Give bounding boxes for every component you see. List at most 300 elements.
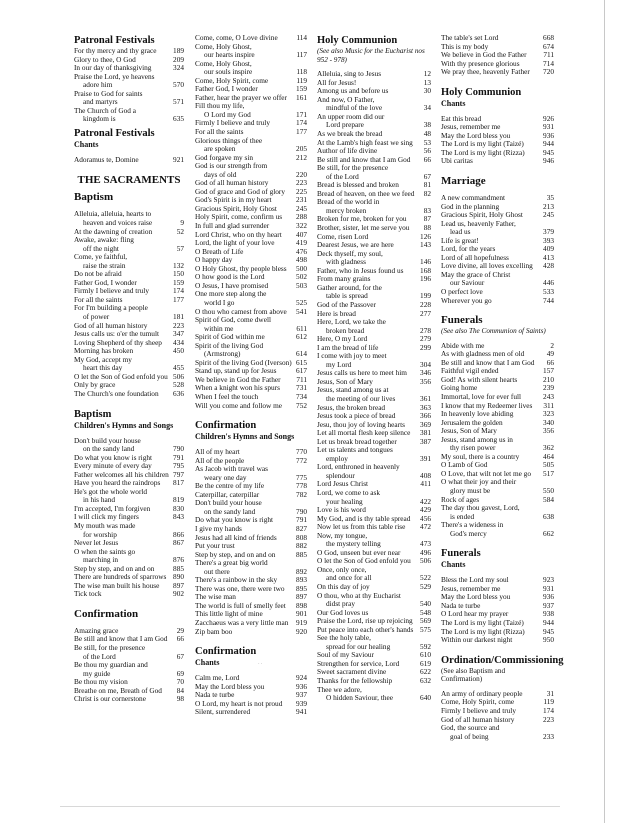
- index-entry: [195, 248, 307, 257]
- section-subheading: Children's Hymns and Songs: [74, 420, 174, 430]
- hymn-title: The day thou gavest, Lord,: [441, 504, 520, 513]
- index-entry: [195, 568, 307, 577]
- hymn-title: Going home: [441, 384, 478, 393]
- hymn-number: 362: [543, 443, 554, 453]
- hymn-number: 228: [420, 299, 431, 309]
- hymn-title: On this day of joy: [317, 583, 370, 591]
- hymn-number: 132: [173, 260, 184, 270]
- hymn-title: With thy presence glorious: [441, 59, 520, 68]
- spacer: [441, 538, 554, 547]
- hymn-number: 381: [420, 428, 431, 438]
- hymn-title: God in the planning: [441, 202, 500, 211]
- hymn-title: Brother, sister, let me serve you: [317, 224, 410, 233]
- hymn-number: 731: [296, 383, 307, 393]
- index-entry: [317, 130, 431, 139]
- index-entry: [195, 499, 307, 508]
- hymn-title: The Lord is my light (Taizé): [441, 619, 524, 628]
- hymn-title: There's a wideness in: [441, 521, 504, 530]
- hymn-number: 936: [543, 130, 554, 140]
- hymn-number: 636: [173, 388, 184, 398]
- hymn-number: 408: [420, 470, 431, 480]
- index-entry: [317, 515, 431, 524]
- spacer: [441, 645, 554, 654]
- hymn-number: 413: [543, 252, 554, 262]
- hymn-title: Bread is blessed and broken: [317, 181, 399, 190]
- index-entry: [74, 156, 184, 165]
- hymn-title: Don't build your house: [74, 436, 141, 445]
- hymn-number: 456: [420, 513, 431, 523]
- index-entry: [195, 491, 307, 500]
- index-entry: [195, 333, 307, 342]
- spacer: [441, 305, 554, 314]
- hymn-title: Step by step, and on and on: [195, 550, 276, 559]
- hymn-title: Father God, I wonder: [195, 85, 258, 94]
- hymn-number: 795: [173, 461, 184, 471]
- hymn-title: As with gladness men of old: [441, 350, 525, 359]
- index-entry: [317, 190, 431, 199]
- hymn-number: 210: [543, 374, 554, 384]
- hymn-title: our souls inspire: [204, 68, 253, 77]
- hymn-title: Be still and know that I am God: [317, 155, 411, 164]
- hymn-number: 49: [546, 349, 554, 359]
- hymn-number: 584: [543, 494, 554, 504]
- index-entry: [317, 104, 431, 113]
- hymn-title: Gracious Spirit, Holy Ghost: [441, 211, 523, 220]
- hymn-title: Alleluia, alleluia, hearts to: [74, 210, 152, 219]
- hymn-title: glory must be: [450, 487, 491, 496]
- hymn-title: Here is bread: [317, 309, 356, 318]
- hymn-title: didst pray: [326, 600, 355, 609]
- index-entry: [317, 378, 431, 387]
- hymn-title: Spirit of God, come dwell: [195, 316, 271, 325]
- hymn-title: God of grace and God of glory: [195, 187, 285, 196]
- hymn-title: There's a rainbow in the sky: [195, 576, 278, 585]
- index-entry: [74, 644, 184, 653]
- index-entry: [441, 585, 554, 594]
- hymn-title: Spirit of the living God (Iverson): [195, 358, 292, 367]
- hymn-title: Father welcomes all his children: [74, 470, 169, 479]
- index-entry: [441, 427, 554, 436]
- index-entry: [317, 455, 431, 464]
- index-entry: [74, 462, 184, 471]
- hymn-number: 407: [296, 229, 307, 239]
- hymn-title: When I feel the touch: [195, 392, 259, 401]
- index-entry: [195, 593, 307, 602]
- hymn-number: 83: [423, 205, 431, 215]
- hymn-title: (Armstrong): [204, 350, 241, 359]
- index-entry: [74, 565, 184, 574]
- index-entry: [317, 386, 431, 395]
- hymn-number: 638: [543, 511, 554, 521]
- index-entry: [317, 207, 431, 216]
- hymn-title: Lord, we come to ask: [317, 488, 381, 497]
- hymn-number: 409: [543, 244, 554, 254]
- hymn-number: 898: [296, 600, 307, 610]
- index-entry: [441, 367, 554, 376]
- spacer: [195, 636, 307, 645]
- index-entry: [74, 513, 184, 522]
- hymn-title: God, the source and: [441, 724, 500, 733]
- hymn-number: 340: [543, 417, 554, 427]
- hymn-title: O happy day: [195, 256, 233, 265]
- hymn-number: 920: [296, 626, 307, 636]
- hymn-title: Strengthen for service, Lord: [317, 659, 400, 668]
- hymn-number: 38: [423, 120, 431, 130]
- hymn-title: Life is great!: [441, 236, 479, 245]
- hymn-number: 528: [173, 380, 184, 390]
- index-entry: [441, 228, 554, 237]
- index-entry: [441, 593, 554, 602]
- hymn-number: 919: [296, 618, 307, 627]
- index-entry: [441, 149, 554, 158]
- hymn-number: 277: [420, 308, 431, 318]
- hymn-title: The wise man built his house: [74, 581, 160, 590]
- index-column-2: [195, 34, 307, 717]
- index-entry: [317, 634, 431, 643]
- hymn-number: 464: [543, 451, 554, 461]
- hymn-number: 622: [420, 667, 431, 677]
- hymn-number: 323: [543, 409, 554, 419]
- index-entry: [441, 245, 554, 254]
- hymn-title: When a knight won his spurs: [195, 384, 280, 393]
- hymn-number: 897: [296, 592, 307, 602]
- hymn-title: Firmly I believe and truly: [195, 119, 270, 128]
- index-entry: [441, 297, 554, 306]
- hymn-number: 98: [176, 694, 184, 704]
- hymn-title: May the grace of Christ: [441, 270, 511, 279]
- hymn-number: 817: [173, 478, 184, 488]
- hymn-number: 830: [173, 503, 184, 513]
- index-entry: [441, 521, 554, 530]
- hymn-number: 472: [420, 522, 431, 532]
- index-entry: [74, 107, 184, 116]
- hymn-number: 387: [420, 436, 431, 446]
- index-entry: [74, 330, 184, 339]
- hymn-title: Tick tock: [74, 590, 102, 599]
- hymn-title: May the Lord bless you: [195, 682, 265, 691]
- hymn-number: 662: [543, 528, 554, 538]
- index-entry: [195, 137, 307, 146]
- hymn-number: 213: [543, 201, 554, 211]
- hymn-number: 923: [543, 575, 554, 585]
- section-heading: Baptism: [74, 191, 114, 204]
- hymn-title: For all the saints: [195, 128, 244, 137]
- index-entry: [74, 381, 184, 390]
- index-entry: [317, 438, 431, 447]
- index-entry: [317, 335, 431, 344]
- index-entry: [195, 51, 307, 60]
- hymn-number: 541: [296, 306, 307, 316]
- hymn-title: I am the bread of life: [317, 343, 379, 352]
- index-entry: [441, 279, 554, 288]
- spacer: [74, 599, 184, 608]
- section-subheading: Chants: [441, 98, 466, 108]
- hymn-title: We pray thee, heavenly Father: [441, 68, 530, 77]
- hymn-title: Glory to thee, O God: [74, 55, 136, 64]
- hymn-title: God of the Passover: [317, 300, 376, 309]
- hymn-number: 950: [543, 635, 554, 645]
- hymn-title: Let us break bread together: [317, 437, 397, 446]
- hymn-title: Abide with me: [441, 341, 485, 350]
- index-entry: [74, 322, 184, 331]
- hymn-title: on the sandy land: [204, 507, 256, 516]
- index-entry: [195, 508, 307, 517]
- hymn-title: Come, risen Lord: [317, 232, 369, 241]
- hymn-title: Be the centre of my life: [195, 482, 265, 491]
- hymn-title: Caterpillar, caterpillar: [195, 490, 260, 499]
- hymn-number: 936: [296, 681, 307, 691]
- hymn-title: weary one day: [204, 473, 247, 482]
- index-entry: [195, 34, 307, 43]
- spacer: [195, 410, 307, 419]
- index-entry: [195, 482, 307, 491]
- hymn-number: 882: [296, 541, 307, 551]
- index-entry: [74, 390, 184, 399]
- hymn-number: 819: [173, 495, 184, 505]
- index-entry: [317, 173, 431, 182]
- index-entry: [74, 270, 184, 279]
- hymn-title: Only by grace: [74, 381, 116, 390]
- hymn-title: Faithful vigil ended: [441, 367, 499, 376]
- hymn-title: Let us talents and tongues: [317, 446, 393, 455]
- hymn-title: Deck thyself, my soul,: [317, 249, 383, 258]
- index-entry: [317, 617, 431, 626]
- hymn-number: 668: [543, 33, 554, 42]
- hymn-title: Lord prepare: [326, 121, 364, 130]
- hymn-title: Jerusalem the golden: [441, 418, 503, 427]
- hymn-title: of the Lord: [326, 172, 359, 181]
- index-entry: [74, 661, 184, 670]
- hymn-title: God forgave my sin: [195, 153, 254, 162]
- index-entry: [74, 81, 184, 90]
- hymn-number: 311: [543, 400, 554, 410]
- hymn-number: 223: [296, 178, 307, 188]
- hymn-title: our hearts inspire: [204, 51, 255, 60]
- hymn-number: 945: [543, 147, 554, 157]
- index-entry: [317, 96, 431, 105]
- index-entry: [441, 419, 554, 428]
- hymn-title: Immortal, love for ever full: [441, 393, 522, 401]
- hymn-title: O Jesus, I have promised: [195, 281, 269, 290]
- hymn-number: 610: [420, 650, 431, 660]
- index-entry: [195, 205, 307, 214]
- hymn-title: Praise the Lord, ye heavens: [74, 72, 155, 81]
- hymn-title: Stand up, stand up for Jesus: [195, 367, 277, 376]
- hymn-title: adore him: [83, 81, 113, 90]
- hymn-title: on the sandy land: [83, 445, 135, 454]
- index-entry: [441, 68, 554, 77]
- hymn-title: I give my hands: [195, 524, 242, 533]
- hymn-number: 505: [543, 460, 554, 470]
- hymn-title: Love divine, all loves excelling: [441, 262, 533, 271]
- hymn-number: 81: [423, 180, 431, 190]
- section-heading: Marriage: [441, 175, 486, 188]
- hymn-title: raise the strain: [83, 261, 126, 270]
- hymn-number: 550: [543, 486, 554, 496]
- hymn-title: O Holy Ghost, thy people bless: [195, 264, 287, 273]
- index-entry: [317, 694, 431, 703]
- hymn-number: 446: [543, 278, 554, 288]
- index-entry: [441, 140, 554, 149]
- hymn-title: Do not be afraid: [74, 270, 122, 279]
- index-entry: [317, 574, 431, 583]
- index-entry: [317, 275, 431, 284]
- hymn-title: God of all human history: [441, 715, 515, 724]
- hymn-title: Will you come and follow me: [195, 401, 283, 410]
- hymn-number: 299: [420, 342, 431, 352]
- hymn-title: Come, ye faithful,: [74, 253, 128, 262]
- hymn-title: Loving Shepherd of thy sheep: [74, 338, 162, 347]
- index-entry: [195, 402, 307, 411]
- hymn-title: of the Lord: [83, 652, 116, 661]
- hymn-number: 926: [543, 113, 554, 123]
- index-entry: [317, 651, 431, 660]
- hymn-title: Christ is our cornerstone: [74, 695, 146, 704]
- index-entry: [195, 299, 307, 308]
- index-entry: [317, 139, 431, 148]
- hymn-title: For all the saints: [74, 295, 123, 304]
- hymn-title: world I go: [204, 298, 235, 307]
- index-entry: [441, 288, 554, 297]
- hymn-number: 517: [543, 468, 554, 478]
- hymn-number: 615: [296, 357, 307, 367]
- hymn-number: 450: [173, 346, 184, 356]
- hymn-title: your healing: [326, 497, 363, 506]
- index-entry: [317, 198, 431, 207]
- hymn-title: Adoramus te, Domine: [74, 155, 139, 164]
- hymn-title: Within our darkest night: [441, 636, 513, 645]
- bottom-edge-rule: [60, 806, 560, 807]
- hymn-title: And now, O Father,: [317, 95, 375, 104]
- index-entry: [317, 70, 431, 79]
- hymn-number: 434: [173, 337, 184, 347]
- hymn-title: Come, Holy Spirit, come: [195, 76, 269, 85]
- hymn-title: Spirit of the living God: [195, 341, 264, 350]
- hymn-title: O Breath of Life: [195, 247, 244, 256]
- section-subheading: Chants: [74, 139, 99, 149]
- index-entry: [195, 628, 307, 637]
- hymn-title: the mystery telling: [326, 540, 381, 549]
- index-entry: [74, 471, 184, 480]
- hymn-title: Gracious Spirit, Holy Ghost: [195, 204, 277, 213]
- index-entry: [195, 619, 307, 628]
- hymn-title: table is spread: [326, 292, 368, 301]
- section-subheading: Chants: [441, 560, 466, 570]
- hymn-number: 575: [420, 624, 431, 634]
- hymn-number: 233: [543, 731, 554, 741]
- hymn-number: 612: [296, 332, 307, 342]
- hymn-number: 937: [296, 690, 307, 700]
- hymn-title: The table's set Lord: [441, 34, 499, 42]
- hymn-number: 476: [296, 246, 307, 256]
- hymn-number: 223: [173, 320, 184, 330]
- hymn-number: 174: [173, 286, 184, 296]
- index-entry: [74, 364, 184, 373]
- hymn-number: 897: [173, 580, 184, 590]
- index-entry: [441, 157, 554, 166]
- hymn-title: Be thou my vision: [74, 678, 128, 687]
- index-entry: [441, 350, 554, 359]
- hymn-number: 571: [173, 97, 184, 107]
- hymn-title: my guide: [83, 669, 111, 678]
- section-subheading: Children's Hymns and Songs: [195, 432, 295, 442]
- hymn-title: O Lord hear my prayer: [441, 610, 509, 619]
- index-entry: [441, 211, 554, 220]
- section-heading: Confirmation: [195, 646, 257, 658]
- hymn-title: Ubi caritas: [441, 157, 473, 166]
- index-entry: [317, 592, 431, 601]
- hymn-title: Bless the Lord my soul: [441, 576, 509, 585]
- index-entry: [195, 376, 307, 385]
- hymn-title: O let the Son of God enfold you: [317, 557, 411, 566]
- index-entry: [317, 498, 431, 507]
- index-entry: [195, 77, 307, 86]
- index-entry: [317, 318, 431, 327]
- index-entry: [317, 284, 431, 293]
- hymn-number: 119: [543, 697, 554, 707]
- hymn-title: and martyrs: [83, 98, 118, 107]
- hymn-number: 52: [176, 226, 184, 236]
- hymn-title: A new commandment: [441, 194, 506, 203]
- hymn-number: 946: [543, 156, 554, 166]
- index-entry: [74, 590, 184, 599]
- hymn-number: 791: [173, 452, 184, 462]
- hymn-title: lead us: [450, 228, 471, 237]
- hymn-title: Nada te turbe: [195, 691, 235, 700]
- hymn-number: 500: [296, 263, 307, 273]
- hymn-title: My God, accept my: [74, 355, 132, 364]
- hymn-number: 525: [296, 297, 307, 307]
- hymn-number: 70: [176, 677, 184, 687]
- index-entry: [195, 196, 307, 205]
- hymn-title: Be still and know that I am God: [441, 358, 535, 367]
- index-entry: [195, 610, 307, 619]
- index-entry: [317, 267, 431, 276]
- hymn-title: Jesus, Son of Mary: [317, 377, 373, 386]
- index-entry: [195, 708, 307, 717]
- index-entry: [195, 265, 307, 274]
- index-entry: [317, 686, 431, 695]
- hymn-title: Jesus, Son of Mary: [441, 427, 497, 436]
- hymn-number: 223: [543, 714, 554, 724]
- hymn-title: Lead us, heavenly Father,: [441, 219, 516, 228]
- index-entry: [195, 465, 307, 474]
- hymn-title: Thee we adore,: [317, 685, 362, 694]
- hymn-title: Our God loves us: [317, 608, 369, 617]
- index-entry: [195, 222, 307, 231]
- index-entry: [195, 273, 307, 282]
- hymn-number: 239: [543, 383, 554, 393]
- hymn-number: 117: [296, 50, 307, 60]
- hymn-title: goal of being: [450, 732, 489, 741]
- index-entry: [317, 660, 431, 669]
- index-entry: [441, 51, 554, 60]
- section-heading: Funerals: [441, 314, 483, 327]
- hymn-number: 885: [296, 549, 307, 559]
- hymn-title: Zacchaeus was a very little man: [195, 619, 289, 627]
- hymn-number: 827: [296, 523, 307, 533]
- hymn-number: 876: [173, 555, 184, 565]
- hymn-title: There was one, there were two: [195, 584, 285, 593]
- cross-reference-note: (See also Baptism and: [441, 666, 506, 675]
- hymn-number: 245: [543, 210, 554, 220]
- hymn-title: My mouth was made: [74, 521, 136, 530]
- index-entry: [317, 557, 431, 566]
- index-entry: [74, 287, 184, 296]
- hymn-number: 31: [546, 688, 554, 698]
- hymn-title: From many grains: [317, 275, 371, 284]
- hymn-number: 503: [296, 280, 307, 290]
